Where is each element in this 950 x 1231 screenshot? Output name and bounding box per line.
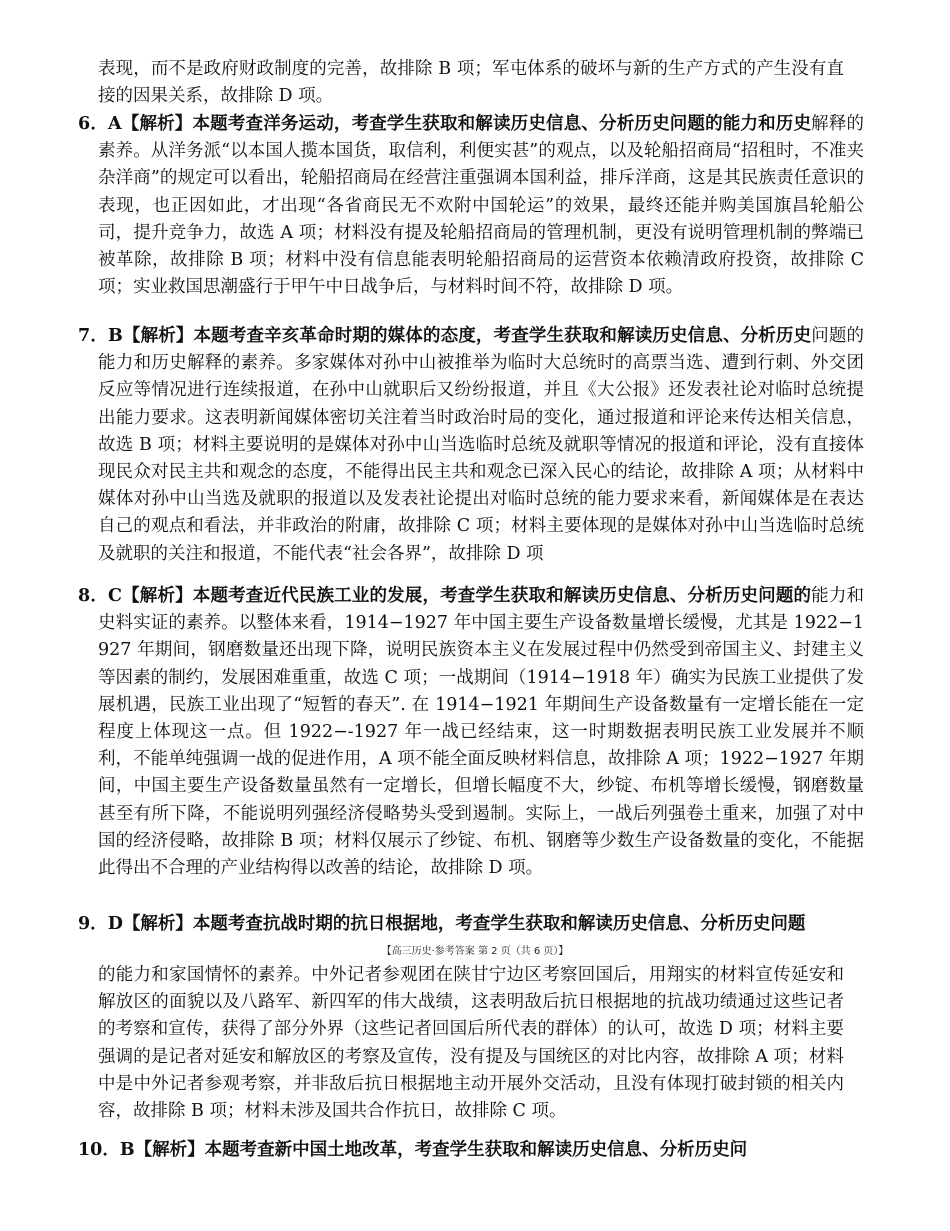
page-footer: 【高三历史·参考答案 第 2 页（共 6 页）】 — [381, 946, 569, 957]
item-lead: 本题考查洋务运动，考查学生获取和解读历史信息、分析历史问题的能力和历史 — [192, 114, 812, 134]
answer-item-10 — [78, 1137, 864, 1164]
item-number: 8． — [78, 586, 109, 606]
item-number: 10． — [78, 1140, 120, 1160]
item-number: 9． — [78, 914, 108, 934]
answer-item-7 — [78, 323, 864, 568]
answer-letter: B — [107, 326, 123, 346]
analysis-tag: 【解析】 — [122, 326, 194, 346]
item-lead: 本题考查抗战时期的抗日根据地，考查学生获取和解读历史信息、分析历史问题 — [192, 914, 806, 934]
answer-item-8 — [78, 583, 864, 882]
answer-item-9 — [78, 911, 864, 938]
item-body: 问题的能力和历史解释的素养。多家媒体对孙中山被推举为临时大总统时的高票当选、遭到行刺、外交团反应等情况进行连续报道，在孙中山就职后又纷纷报道，并且《大公报》还发表社论对临时总统提出能力要求。这表明新闻媒体密切关注着当时政治时局的变化，通过报道和评论来传达相关信息，故选 B 项；材料主要说明的是媒体对孙中山当选临时总统及就职等情况的报道和评论，没有直接体现民众对民主共和观念的态度，不能得出民主共和观念已深入民心的结论，故排除 A 项；从材料中媒体对孙中山当选及就职的报道以及发表社论提出对临时总统的能力要求来看，新闻媒体是在表达自己的观点和看法，并非政治的附庸，故排除 C 项；材料主要体现的是媒体对孙中山当选临时总统及就职的关注和报道，不能代表“社会各界”，故排除 D 项 — [98, 326, 865, 564]
item-lead: 本题考查近代民族工业的发展，考查学生获取和解读历史信息、分析历史问题的 — [192, 586, 812, 606]
item-9-continuation: 的能力和家国情怀的素养。中外记者参观团在陕甘宁边区考察回国后，用翔实的材料宣传延安和解放区的面貌以及八路军、新四军的伟大战绩，这表明敌后抗日根据地的抗战功绩通过这些记者的考察和宣传，获得了部分外界（这些记者回国后所代表的群体）的认可，故选 D 项；材料主要强调的是记者对延安和解放区的考察及宣传，没有提及与国统区的对比内容，故排除 A 项；材料中是中外记者参观考察，并非敌后抗日根据地主动开展外交活动，且没有体现打破封锁的相关内容，故排除 B 项；材料未涉及国共合作抗日，故排除 C 项。 — [98, 965, 844, 1122]
item-lead: 本题考查新中国土地改革，考查学生获取和解读历史信息、分析历史问 — [204, 1140, 748, 1160]
item-body: 解释的素养。从洋务派“以本国人揽本国货，取信利，利便实甚”的观点，以及轮船招商局“招租时，不准夹杂洋商”的规定可以看出，轮船招商局在经营注重强调本国利益，排斥洋商，这是其民族责任意识的表现，也正因如此，才出现“各省商民无不欢附中国轮运”的效果，最终还能并购美国旗昌轮船公司，提升竞争力，故选 A 项；材料没有提及轮船招商局的管理机制，更没有说明管理机制的弊端已被革除，故排除 B 项；材料中没有信息能表明轮船招商局的运营资本依赖清政府投资，故排除 C 项；实业救国思潮盛行于甲午中日战争后，与材料时间不符，故排除 D 项。 — [98, 114, 865, 298]
analysis-tag: 【解析】 — [121, 586, 193, 606]
answer-letter: C — [108, 586, 122, 606]
item-number: 7． — [78, 326, 108, 346]
item-lead: 本题考查辛亥革命时期的媒体的态度，考查学生获取和解读历史信息、分析历史 — [193, 326, 812, 346]
analysis-tag: 【解析】 — [121, 114, 193, 134]
answer-letter: A — [108, 114, 122, 134]
item-body: 能力和史料实证的素养。以整体来看，1914−1927 年中国主要生产设备数量增长缓慢，尤其是 1922−1927 年期间，钢磨数量还出现下降，说明民族资本主义在发展过程中仍然受到帝国主义、封建主义等因素的制约，发展困难重重，故选 C 项；一战期间（1914−1918 年）确实为民族工业提供了发展机遇，民族工业出现了“短暂的春天”. 在 1914−1921 年期间生产设备数量有一定增长能在一定程度上体现这一点。但 1922−-1927 年一战已经结束，这一时期数据表明民族工业发展并不顺利，不能单纯强调一战的促进作用，A 项不能全面反映材料信息，故排除 A 项；1922−1927 年期间，中国主要生产设备数量虽然有一定增长，但增长幅度不大，纱锭、布机等增长缓慢，钢磨数量甚至有所下降，不能说明列强经济侵略势头受到遏制。实际上，一战后列强卷土重来，加强了对中国的经济侵略，故排除 B 项；材料仅展示了纱锭、布机、钢磨等少数生产设备数量的变化，不能据此得出不合理的产业结构得以改善的结论，故排除 D 项。 — [98, 586, 865, 879]
item-number: 6． — [78, 114, 109, 134]
analysis-tag: 【解析】 — [134, 1140, 205, 1160]
answer-letter: B — [119, 1140, 135, 1160]
analysis-tag: 【解析】 — [122, 914, 193, 934]
answer-item-6 — [78, 111, 864, 301]
continuation-top-paragraph: 表现，而不是政府财政制度的完善，故排除 B 项；军屯体系的破坏与新的生产方式的产生没有直接的因果关系，故排除 D 项。 — [98, 59, 844, 107]
answer-letter: D — [107, 914, 123, 934]
